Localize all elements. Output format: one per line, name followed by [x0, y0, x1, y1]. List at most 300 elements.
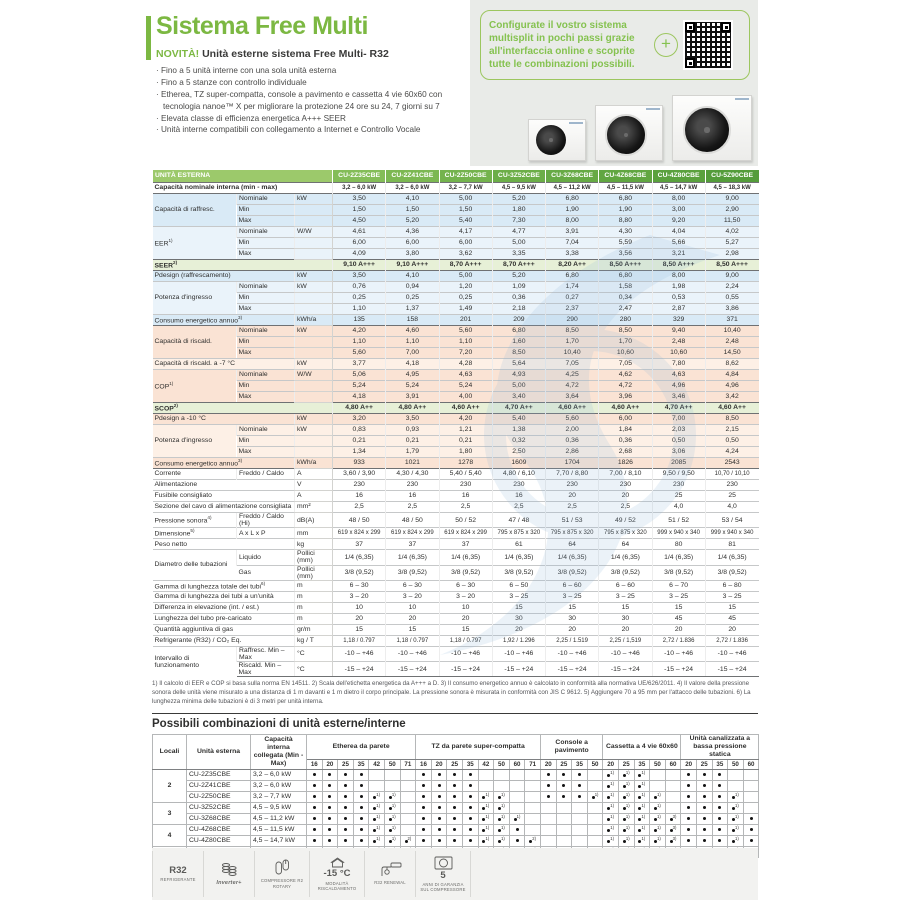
spec-row — [153, 480, 759, 491]
combo-compat-cell — [400, 802, 416, 813]
combinations-title: Possibili combinazioni di unità esterne/interne — [152, 718, 406, 731]
spec-value: 3/8 (9,52) — [439, 565, 492, 580]
combo-compat-cell — [384, 780, 400, 791]
spec-value: 7,05 — [599, 359, 652, 370]
spec-row — [153, 337, 759, 348]
spec-value: 8,70 A+++ — [439, 260, 492, 271]
spec-value: 2,25 / 1,519 — [599, 635, 652, 646]
spec-value: 8,00 — [652, 194, 705, 205]
spec-row-unit — [295, 348, 333, 359]
spec-value: 4,09 — [333, 249, 386, 260]
spec-row-unit: kW — [295, 271, 333, 282]
spec-value: 4,93 — [492, 370, 545, 381]
compatibility-dot — [453, 784, 456, 787]
spec-value: 0,25 — [333, 293, 386, 304]
spec-value: 3,38 — [546, 249, 599, 260]
spec-value: 9,40 — [652, 326, 705, 337]
outdoor-unit-images — [528, 95, 752, 161]
spec-value: -10 – +46 — [599, 646, 652, 661]
combo-compat-cell: 1) — [587, 791, 603, 802]
spec-value: 2,50 — [492, 447, 545, 458]
spec-value: 4,00 — [439, 392, 492, 403]
spec-row-label: Differenza in elevazione (int. / est.) — [153, 602, 295, 613]
spec-value: -10 – +46 — [652, 646, 705, 661]
badge-label: Inverter+ — [216, 879, 242, 886]
combo-compat-cell — [322, 769, 338, 780]
spec-value: 3 – 25 — [599, 591, 652, 602]
spec-value: 5,00 — [439, 194, 492, 205]
spec-row-sublabel: Liquido — [237, 550, 295, 565]
spec-row-label: Sezione del cavo di alimentazione consigliata — [153, 502, 295, 513]
spec-value: 8,50 — [492, 348, 545, 359]
spec-value: 61 — [492, 539, 545, 550]
spec-value: 48 / 50 — [333, 513, 386, 528]
compatibility-dot — [703, 773, 706, 776]
combo-compat-cell — [743, 824, 759, 835]
compatibility-dot — [718, 784, 721, 787]
compatibility-dot — [750, 839, 753, 842]
spec-value: 2,87 — [652, 304, 705, 315]
spec-row — [153, 370, 759, 381]
spec-value: 3/8 (9,52) — [546, 565, 599, 580]
combo-compat-cell — [462, 780, 478, 791]
combo-compat-cell — [416, 769, 432, 780]
spec-row — [153, 414, 759, 425]
compatibility-dot — [328, 806, 331, 809]
spec-value: 0,21 — [386, 436, 439, 447]
spec-row — [153, 260, 759, 271]
combo-size-header: 35 — [634, 759, 650, 769]
compatibility-dot — [313, 828, 316, 831]
combo-compat-cell: 1) — [650, 835, 666, 846]
spec-value: 1,50 — [439, 205, 492, 216]
spec-value: -10 – +46 — [439, 646, 492, 661]
compatibility-dot — [328, 773, 331, 776]
combo-compat-cell — [665, 802, 681, 813]
combo-compat-cell: 1) — [650, 813, 666, 824]
spec-row — [153, 458, 759, 469]
spec-row-label: Gamma di lunghezza dei tubi a un'unità — [153, 591, 295, 602]
spec-value: 0,25 — [439, 293, 492, 304]
spec-row-sublabel: Max — [237, 249, 295, 260]
combo-compat-cell — [665, 791, 681, 802]
combo-size-header: 71 — [400, 759, 416, 769]
spec-model-header: CU-2Z50CBE — [439, 170, 492, 183]
spec-row — [153, 315, 759, 326]
spec-row-label: SEER$^{2)}$ — [153, 260, 333, 271]
spec-row-label: Peso netto — [153, 539, 295, 550]
spec-value: 0,55 — [705, 293, 758, 304]
spec-value: 30 — [599, 613, 652, 624]
spec-value: 5,27 — [705, 238, 758, 249]
spec-value: 230 — [386, 480, 439, 491]
accent-bar — [146, 16, 151, 60]
combo-size-header: 35 — [572, 759, 588, 769]
spec-value: 20 — [333, 613, 386, 624]
spec-row — [153, 491, 759, 502]
combo-compat-cell — [338, 791, 354, 802]
spec-value: 5,40 — [492, 414, 545, 425]
header-text-block — [152, 12, 466, 136]
combo-size-header: 42 — [369, 759, 385, 769]
spec-value: 48 / 50 — [386, 513, 439, 528]
combo-compat-cell — [556, 802, 572, 813]
compatibility-dot — [453, 828, 456, 831]
spec-row-label: Pdesign a -10 °C — [153, 414, 295, 425]
combo-model: CU-4Z80CBE — [187, 835, 251, 846]
spec-value: 6,80 — [599, 271, 652, 282]
spec-header-row — [153, 170, 759, 183]
spec-row-sublabel: A x L x P — [237, 528, 295, 539]
combo-capacity: 3,2 – 6,0 kW — [251, 769, 307, 780]
spec-value: 9,50 / 9,50 — [652, 469, 705, 480]
combo-locali: 2 — [153, 769, 187, 802]
combo-compat-cell — [743, 791, 759, 802]
spec-row-unit: W/W — [295, 227, 333, 238]
badge-label: REFRIGERANTE — [160, 877, 196, 883]
combo-compat-cell — [696, 791, 712, 802]
spec-value: 2,25 / 1.519 — [546, 635, 599, 646]
spec-value: 1,70 — [546, 337, 599, 348]
combo-compat-cell — [712, 780, 728, 791]
combo-group-header: Cassetta a 4 vie 60x60 — [603, 735, 681, 759]
combo-compat-cell — [353, 780, 369, 791]
combo-compat-cell — [307, 813, 323, 824]
spec-value: 3,2 – 6,0 kW — [333, 183, 386, 194]
compatibility-dot — [422, 828, 425, 831]
spec-value: 10,60 — [652, 348, 705, 359]
spec-value: 20 — [546, 491, 599, 502]
spec-value: 20 — [386, 613, 439, 624]
combo-compat-cell — [681, 791, 697, 802]
spec-row-unit — [295, 337, 333, 348]
combo-compat-cell — [665, 780, 681, 791]
spec-value: 5,20 — [492, 194, 545, 205]
spec-value: 8,80 — [599, 216, 652, 227]
spec-value: 3,2 – 6,0 kW — [386, 183, 439, 194]
spec-row-label: Intervallo di funzionamento — [153, 646, 237, 677]
spec-value: 4,10 — [386, 194, 439, 205]
spec-row-label: COP$^{1)}$ — [153, 370, 237, 403]
spec-row-label: SCOP$^{2)}$ — [153, 403, 333, 414]
combo-compat-cell — [556, 835, 572, 846]
compatibility-dot — [313, 773, 316, 776]
spec-row — [153, 271, 759, 282]
combo-compat-cell: 3) — [665, 824, 681, 835]
spec-value: 3/8 (9,52) — [705, 565, 758, 580]
combo-compat-cell — [416, 824, 432, 835]
combo-compat-cell: 1) — [603, 824, 619, 835]
combo-compat-cell: 1) — [369, 824, 385, 835]
promo-panel — [470, 0, 758, 166]
feature-item: · Elevata classe di efficienza energetica A+++ SEER — [156, 113, 466, 125]
combo-compat-cell — [587, 835, 603, 846]
spec-footnote: 1) Il calcolo di EER e COP si basa sulla norma EN 14511. 2) Scala dell'etichetta energetica da A+++ a D. 3) Il consumo energetico annuo è calcolato in conformità alla normativa UE/626/2011. 4) Il valore della pressione sonora delle unità viene misurato a una distanza di 1 m davanti e 1 m dietro il corpo principale. La pressione sonora è misurata in conformità con JIS C 9612. 5) Aggiungere 70 a 95 mm per l'attacco delle tubazioni. 6) La lunghezza minima delle tubazioni è di 3 metri per unità interna. — [152, 680, 751, 706]
combo-compat-cell: 1) — [494, 813, 510, 824]
badge-label: ANNI DI GARANZIA SUL COMPRESSORE — [420, 882, 466, 893]
combo-compat-cell — [322, 824, 338, 835]
spec-row-label: Capacità di riscald. — [153, 326, 237, 359]
spec-value: 10,60 — [599, 348, 652, 359]
combo-compat-cell: 1) — [384, 802, 400, 813]
compatibility-dot — [344, 817, 347, 820]
spec-value: 230 — [333, 480, 386, 491]
spec-value: 15 — [599, 602, 652, 613]
combo-compat-cell — [353, 813, 369, 824]
combo-compat-cell — [696, 835, 712, 846]
combo-locali: 4 — [153, 824, 187, 846]
combo-compat-cell: 3) — [665, 813, 681, 824]
compatibility-dot — [422, 806, 425, 809]
combo-compat-cell: 1) — [509, 813, 525, 824]
spec-value: 3,56 — [599, 249, 652, 260]
combo-compat-cell — [338, 835, 354, 846]
spec-value: 3,20 — [333, 414, 386, 425]
combo-row — [153, 769, 759, 780]
combo-compat-cell — [447, 802, 463, 813]
spec-value: 8,62 — [705, 359, 758, 370]
spec-value: 4,28 — [439, 359, 492, 370]
spec-row — [153, 447, 759, 458]
compatibility-dot — [469, 828, 472, 831]
combo-compat-cell — [322, 813, 338, 824]
spec-value: 4,70 A++ — [652, 403, 705, 414]
combo-compat-cell — [494, 769, 510, 780]
spec-value: 4,72 — [546, 381, 599, 392]
combo-compat-cell — [431, 813, 447, 824]
spec-value: 10,40 — [546, 348, 599, 359]
spec-value: 6,80 — [599, 194, 652, 205]
combo-compat-cell — [696, 780, 712, 791]
combo-size-header: 35 — [712, 759, 728, 769]
combo-compat-cell — [650, 780, 666, 791]
spec-value: 2,00 — [546, 425, 599, 436]
spec-value: 619 x 824 x 299 — [386, 528, 439, 539]
spec-value: 3/8 (9,52) — [333, 565, 386, 580]
compatibility-dot — [344, 773, 347, 776]
combo-compat-cell — [478, 769, 494, 780]
spec-value: -10 – +46 — [705, 646, 758, 661]
combo-compat-cell — [712, 802, 728, 813]
compatibility-dot — [469, 806, 472, 809]
combo-compat-cell: 1) — [618, 780, 634, 791]
compatibility-dot — [718, 817, 721, 820]
spec-row-label: Pressione sonora$^{4)}$ — [153, 513, 237, 528]
plus-icon: + — [654, 33, 678, 57]
combo-compat-cell — [462, 835, 478, 846]
spec-value: 5,20 — [386, 216, 439, 227]
combo-compat-cell: 1) — [618, 791, 634, 802]
spec-row-unit: m — [295, 602, 333, 613]
compatibility-dot — [360, 828, 363, 831]
combo-compat-cell — [743, 835, 759, 846]
certification-badge — [255, 851, 310, 897]
spec-value: 230 — [599, 480, 652, 491]
combo-group-header: TZ da parete super-compatta — [416, 735, 541, 759]
combo-compat-cell — [556, 813, 572, 824]
spec-value: 20 — [599, 491, 652, 502]
combo-compat-cell — [681, 835, 697, 846]
spec-value: 3,21 — [652, 249, 705, 260]
combo-size-header: 50 — [384, 759, 400, 769]
compatibility-dot — [328, 795, 331, 798]
spec-value: 1,90 — [599, 205, 652, 216]
spec-row — [153, 662, 759, 677]
combo-compat-cell: 1) — [728, 824, 744, 835]
compatibility-dot — [687, 828, 690, 831]
spec-value: 2,5 — [599, 502, 652, 513]
page-header — [152, 0, 758, 168]
compatibility-dot — [703, 795, 706, 798]
combo-compat-cell — [525, 802, 541, 813]
spec-value: 6 – 30 — [333, 580, 386, 591]
compatibility-dot — [438, 784, 441, 787]
spec-value: 1278 — [439, 458, 492, 469]
spec-value: 2,5 — [439, 502, 492, 513]
combo-compat-cell — [416, 780, 432, 791]
spec-row-sublabel: Max — [237, 348, 295, 359]
spec-value: 8,70 A+++ — [492, 260, 545, 271]
combo-size-header: 25 — [696, 759, 712, 769]
spec-value: 4,96 — [705, 381, 758, 392]
spec-row-label: Capacità di raffresc. — [153, 194, 237, 227]
spec-value: 3,91 — [546, 227, 599, 238]
combo-compat-cell — [431, 780, 447, 791]
compatibility-dot — [360, 839, 363, 842]
spec-value: 1,58 — [599, 282, 652, 293]
spec-value: 5,59 — [599, 238, 652, 249]
spec-row — [153, 580, 759, 591]
spec-value: 8,20 A++ — [546, 260, 599, 271]
compatibility-dot — [344, 828, 347, 831]
subtitle-text: Unità esterne sistema Free Multi- R32 — [202, 48, 389, 60]
combo-compat-cell — [353, 835, 369, 846]
spec-value: 4,30 — [599, 227, 652, 238]
spec-value: 795 x 875 x 320 — [546, 528, 599, 539]
spec-value: 4,5 – 14,7 kW — [652, 183, 705, 194]
combo-compat-cell — [462, 824, 478, 835]
compatibility-dot — [453, 773, 456, 776]
compatibility-dot — [313, 839, 316, 842]
combo-size-header: 50 — [650, 759, 666, 769]
spec-value: 4,20 — [333, 326, 386, 337]
spec-row-unit: kW — [295, 425, 333, 436]
combo-size-header: 25 — [447, 759, 463, 769]
spec-row-label: Pdesign (raffrescamento) — [153, 271, 295, 282]
spec-value: 2085 — [652, 458, 705, 469]
combo-compat-cell: 1) — [728, 813, 744, 824]
spec-row-sublabel: Raffresc. Min – Max — [237, 646, 295, 661]
spec-value: 6,00 — [333, 238, 386, 249]
certification-badge — [416, 851, 471, 897]
spec-value: 4,84 — [705, 370, 758, 381]
compatibility-dot — [469, 773, 472, 776]
combo-compat-cell — [509, 802, 525, 813]
spec-value: 64 — [599, 539, 652, 550]
spec-row — [153, 194, 759, 205]
spec-value: 1,80 — [492, 205, 545, 216]
compatibility-dot — [438, 817, 441, 820]
combo-group-header: Unità canalizzata a bassa pressione statica — [681, 735, 759, 759]
spec-value: 795 x 875 x 320 — [599, 528, 652, 539]
spec-row-unit: kg — [295, 539, 333, 550]
spec-value: -15 – +24 — [439, 662, 492, 677]
spec-value: 2,72 / 1.836 — [652, 635, 705, 646]
compatibility-dot — [438, 773, 441, 776]
combo-row — [153, 780, 759, 791]
spec-value: 3,91 — [386, 392, 439, 403]
combo-size-header: 20 — [322, 759, 338, 769]
spec-value: 0,36 — [492, 293, 545, 304]
compatibility-dot — [687, 784, 690, 787]
spec-value: 3,50 — [333, 271, 386, 282]
spec-value: 15 — [546, 602, 599, 613]
spec-value: 6 – 30 — [439, 580, 492, 591]
combo-compat-cell — [400, 780, 416, 791]
combo-size-header: 25 — [618, 759, 634, 769]
spec-value: 6,00 — [439, 238, 492, 249]
spec-value: 9,10 A+++ — [386, 260, 439, 271]
spec-value: 0,25 — [386, 293, 439, 304]
combinations-section — [152, 713, 758, 869]
spec-value: 1,98 — [652, 282, 705, 293]
spec-value: 1,60 — [492, 337, 545, 348]
spec-value: 230 — [652, 480, 705, 491]
combo-compat-cell — [587, 813, 603, 824]
spec-value: 4,36 — [386, 227, 439, 238]
combo-compat-cell — [322, 802, 338, 813]
combo-compat-cell: 1) — [384, 813, 400, 824]
spec-value: 6 – 30 — [386, 580, 439, 591]
spec-value: 1,10 — [333, 337, 386, 348]
combo-capacity: 4,5 – 11,2 kW — [251, 813, 307, 824]
spec-value: 64 — [546, 539, 599, 550]
spec-row-sublabel: Nominale — [237, 194, 295, 205]
spec-value: 15 — [492, 602, 545, 613]
combo-compat-cell: 1) — [603, 813, 619, 824]
combo-compat-cell — [540, 835, 556, 846]
spec-row-unit: kW — [295, 326, 333, 337]
spec-value: 290 — [546, 315, 599, 326]
spec-value: 4,24 — [705, 447, 758, 458]
combo-compat-cell — [431, 835, 447, 846]
spec-value: 20 — [439, 613, 492, 624]
spec-value: 3,2 – 7,7 kW — [439, 183, 492, 194]
spec-row-label: Consumo energetico annuo$^{3)}$ — [153, 458, 295, 469]
spec-row-unit — [295, 249, 333, 260]
spec-value: 1,18 / 0.797 — [333, 635, 386, 646]
spec-row-unit: m — [295, 613, 333, 624]
spec-value: 0,53 — [652, 293, 705, 304]
spec-row-unit: kW — [295, 414, 333, 425]
compatibility-dot — [360, 806, 363, 809]
spec-value: 8,00 — [546, 216, 599, 227]
spec-value: 3,06 — [652, 447, 705, 458]
spec-row-unit: °C — [295, 662, 333, 677]
spec-row-unit: V — [295, 480, 333, 491]
combo-compat-cell — [556, 824, 572, 835]
spec-row-label: Capacità di riscald. a -7 °C — [153, 359, 295, 370]
qr-finder-pattern — [685, 22, 695, 32]
spec-value: 10 — [333, 602, 386, 613]
combo-compat-cell: 1) — [603, 791, 619, 802]
combo-compat-cell — [712, 769, 728, 780]
spec-value: 6 – 60 — [546, 580, 599, 591]
spec-row-label: Refrigerante (R32) / CO₂ Eq. — [153, 635, 295, 646]
spec-value: 0,21 — [439, 436, 492, 447]
spec-value: 5,20 — [492, 271, 545, 282]
combo-left-header: Capacità interna collegata (Min - Max) — [251, 735, 307, 769]
